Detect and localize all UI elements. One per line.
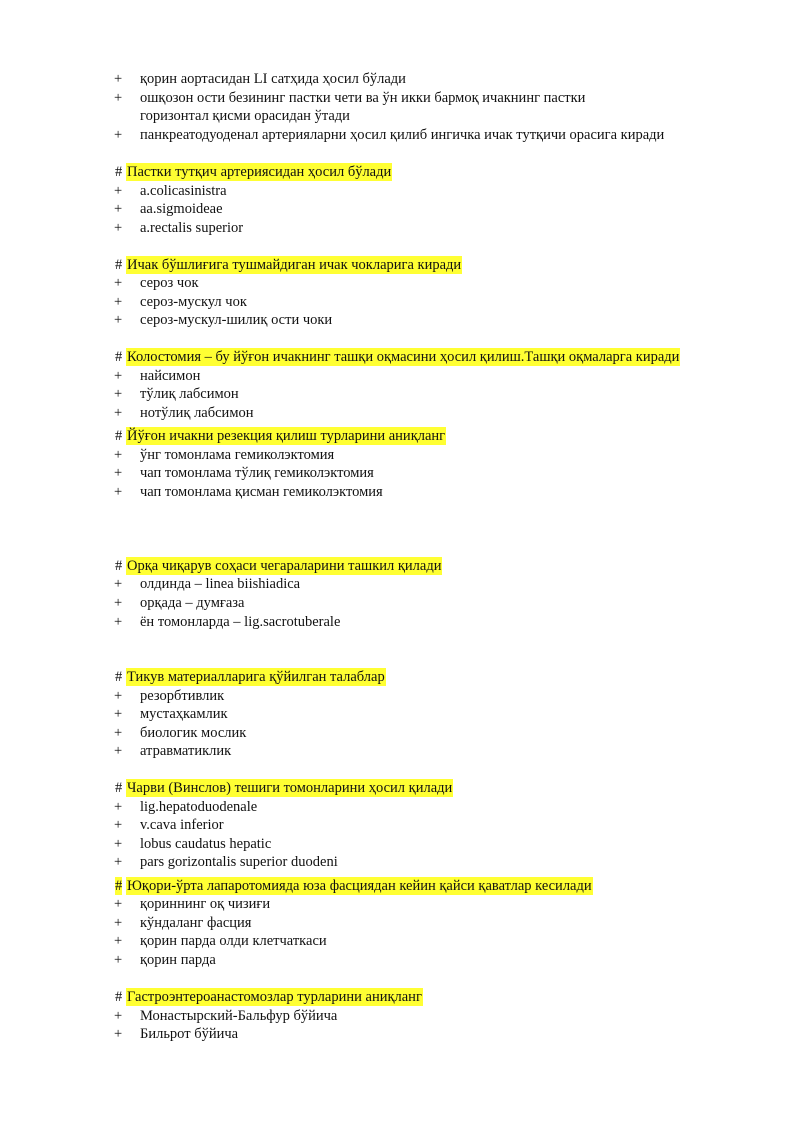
question-text: Чарви (Винслов) тешиги томонларини ҳосил қилади	[127, 780, 453, 796]
answer-text: lig.hepatoduodenale	[140, 799, 258, 815]
answer-text: қорин парда олди клетчаткаси	[140, 933, 327, 949]
answer-text: қориннинг оқ чизиғи	[140, 896, 271, 912]
question-text: Тикув материалларига қўйилган талаблар	[127, 669, 385, 685]
answer-text: қорин аортасидан L	[140, 71, 263, 87]
answer-text: Бильрот бўйича	[140, 1026, 239, 1042]
answer-text: lobus caudatus hepatic	[140, 836, 272, 852]
answer-text: нотўлиқ лабсимон	[140, 405, 254, 421]
question-text: Колостомия – бу йўғон ичакнинг ташқи оқмасини ҳосил қилиш.Ташқи оқмаларга киради	[127, 349, 680, 365]
question-text: Юқори-ўрта лапаротомияда юза фасциядан кейин қайси қаватлар кесилади	[127, 878, 592, 894]
answer-text: қорин парда	[140, 952, 216, 968]
answer-text: олдинда – linea biishiadica	[140, 576, 301, 592]
answer-text: атравматиклик	[140, 743, 232, 759]
answer-text: сероз чок	[140, 275, 199, 291]
question-text: Ичак бўшлиғига тушмайдиган ичак чокларига киради	[127, 257, 462, 273]
answer-text: тўлиқ лабсимон	[140, 386, 239, 402]
document-page: + қорин аортасидан LI сатҳида ҳосил бўлади + ошқозон ости безининг пастки чети ва ўн икки бармоқ ичакнинг пастки горизонтал қисми орасидан ўтади + панкреатодуоденал артерияларни ҳосил қилиб ингичка ичак тутқичи орасига киради # Пастки тутқич артериясидан ҳосил бўлади + a.colicasinistra + aa.sigmoideae + a.rectalis superior # Ичак бўшлиғига тушмайдиган ичак чокларига киради + сероз чок + сероз-мускул чок + сероз-мускул-шилиқ ости чоки # Колостомия – бу йўғон ичакнинг ташқи оқмасини ҳосил қилиш.Ташқи оқмаларга киради + найсимон + тўлиқ лабсимон + нотўлиқ лабсимон # Йўғон ичакни резекция қилиш турларини аниқланг + ўнг томонлама гемиколэктомия + чап томонлама тўлиқ гемиколэктомия + чап томонлама қисман гемиколэктомия # Орқа чиқарув соҳаси чегараларини ташкил қилади + олдинда – linea biishiadica + орқада – думғаза + ён томонларда – lig.sacrotuberale # Тикув материалларига қўйилган талаблар + резорбтивлик + мустаҳкамлик + биологик мослик + атравматиклик # Чарви (Винслов) тешиги томонларини ҳосил қилади + lig.hepatoduodenale + v.cava inferior + lobus caudatus hepatic + pars gorizontalis superior duodeni # Юқори-ўрта лапаротомияда юза фасциядан кейин қайси қаватлар кесилади + қориннинг оқ чизиғи + кўндаланг фасция + қорин парда олди клетчаткаси + қорин парда # Гастроэнтероанастомозлар турларини аниқланг + Монастырский-Бальфур бўйича + Бильрот бўйича	[114, 71, 680, 1042]
question-text: Гастроэнтероанастомозлар турларини аниқланг	[127, 989, 422, 1005]
answer-text: aa.sigmoideae	[140, 201, 223, 217]
question-text: Пастки тутқич артериясидан ҳосил бўлади	[127, 164, 392, 180]
answer-text: pars gorizontalis superior duodeni	[140, 854, 338, 870]
answer-text: сероз-мускул-шилиқ ости чоки	[140, 312, 333, 328]
answer-text: ўнг томонлама гемиколэктомия	[140, 447, 335, 463]
answer-text: a.rectalis superior	[140, 220, 244, 236]
answer-text: ён томонларда – lig.sacrotuberale	[140, 614, 341, 630]
answer-text: чап томонлама тўлиқ гемиколэктомия	[140, 465, 374, 481]
answer-text: мустаҳкамлик	[140, 706, 228, 722]
answer-text: чап томонлама қисман гемиколэктомия	[140, 484, 383, 500]
answer-text: панкреатодуоденал артерияларни ҳосил қилиб ингичка ичак тутқичи орасига киради	[140, 127, 665, 143]
answer-text: горизонтал қисми орасидан ўтади	[140, 108, 350, 124]
answer-text: v.cava inferior	[140, 817, 224, 833]
answer-text: резорбтивлик	[140, 688, 225, 704]
answer-text: найсимон	[140, 368, 201, 384]
question-text: Йўғон ичакни резекция қилиш турларини аниқланг	[127, 428, 446, 444]
answer-text: a.colicasinistra	[140, 183, 227, 199]
answer-text: сероз-мускул чок	[140, 294, 247, 310]
answer-text: биологик мослик	[140, 725, 247, 741]
question-text: Орқа чиқарув соҳаси чегараларини ташкил қилади	[127, 558, 442, 574]
answer-text: кўндаланг фасция	[140, 915, 252, 931]
answer-text: орқада – думғаза	[140, 595, 245, 611]
answer-text: Монастырский-Бальфур бўйича	[140, 1008, 338, 1024]
answer-text: ошқозон ости безининг пастки чети ва ўн икки бармоқ ичакнинг пастки	[140, 90, 586, 106]
